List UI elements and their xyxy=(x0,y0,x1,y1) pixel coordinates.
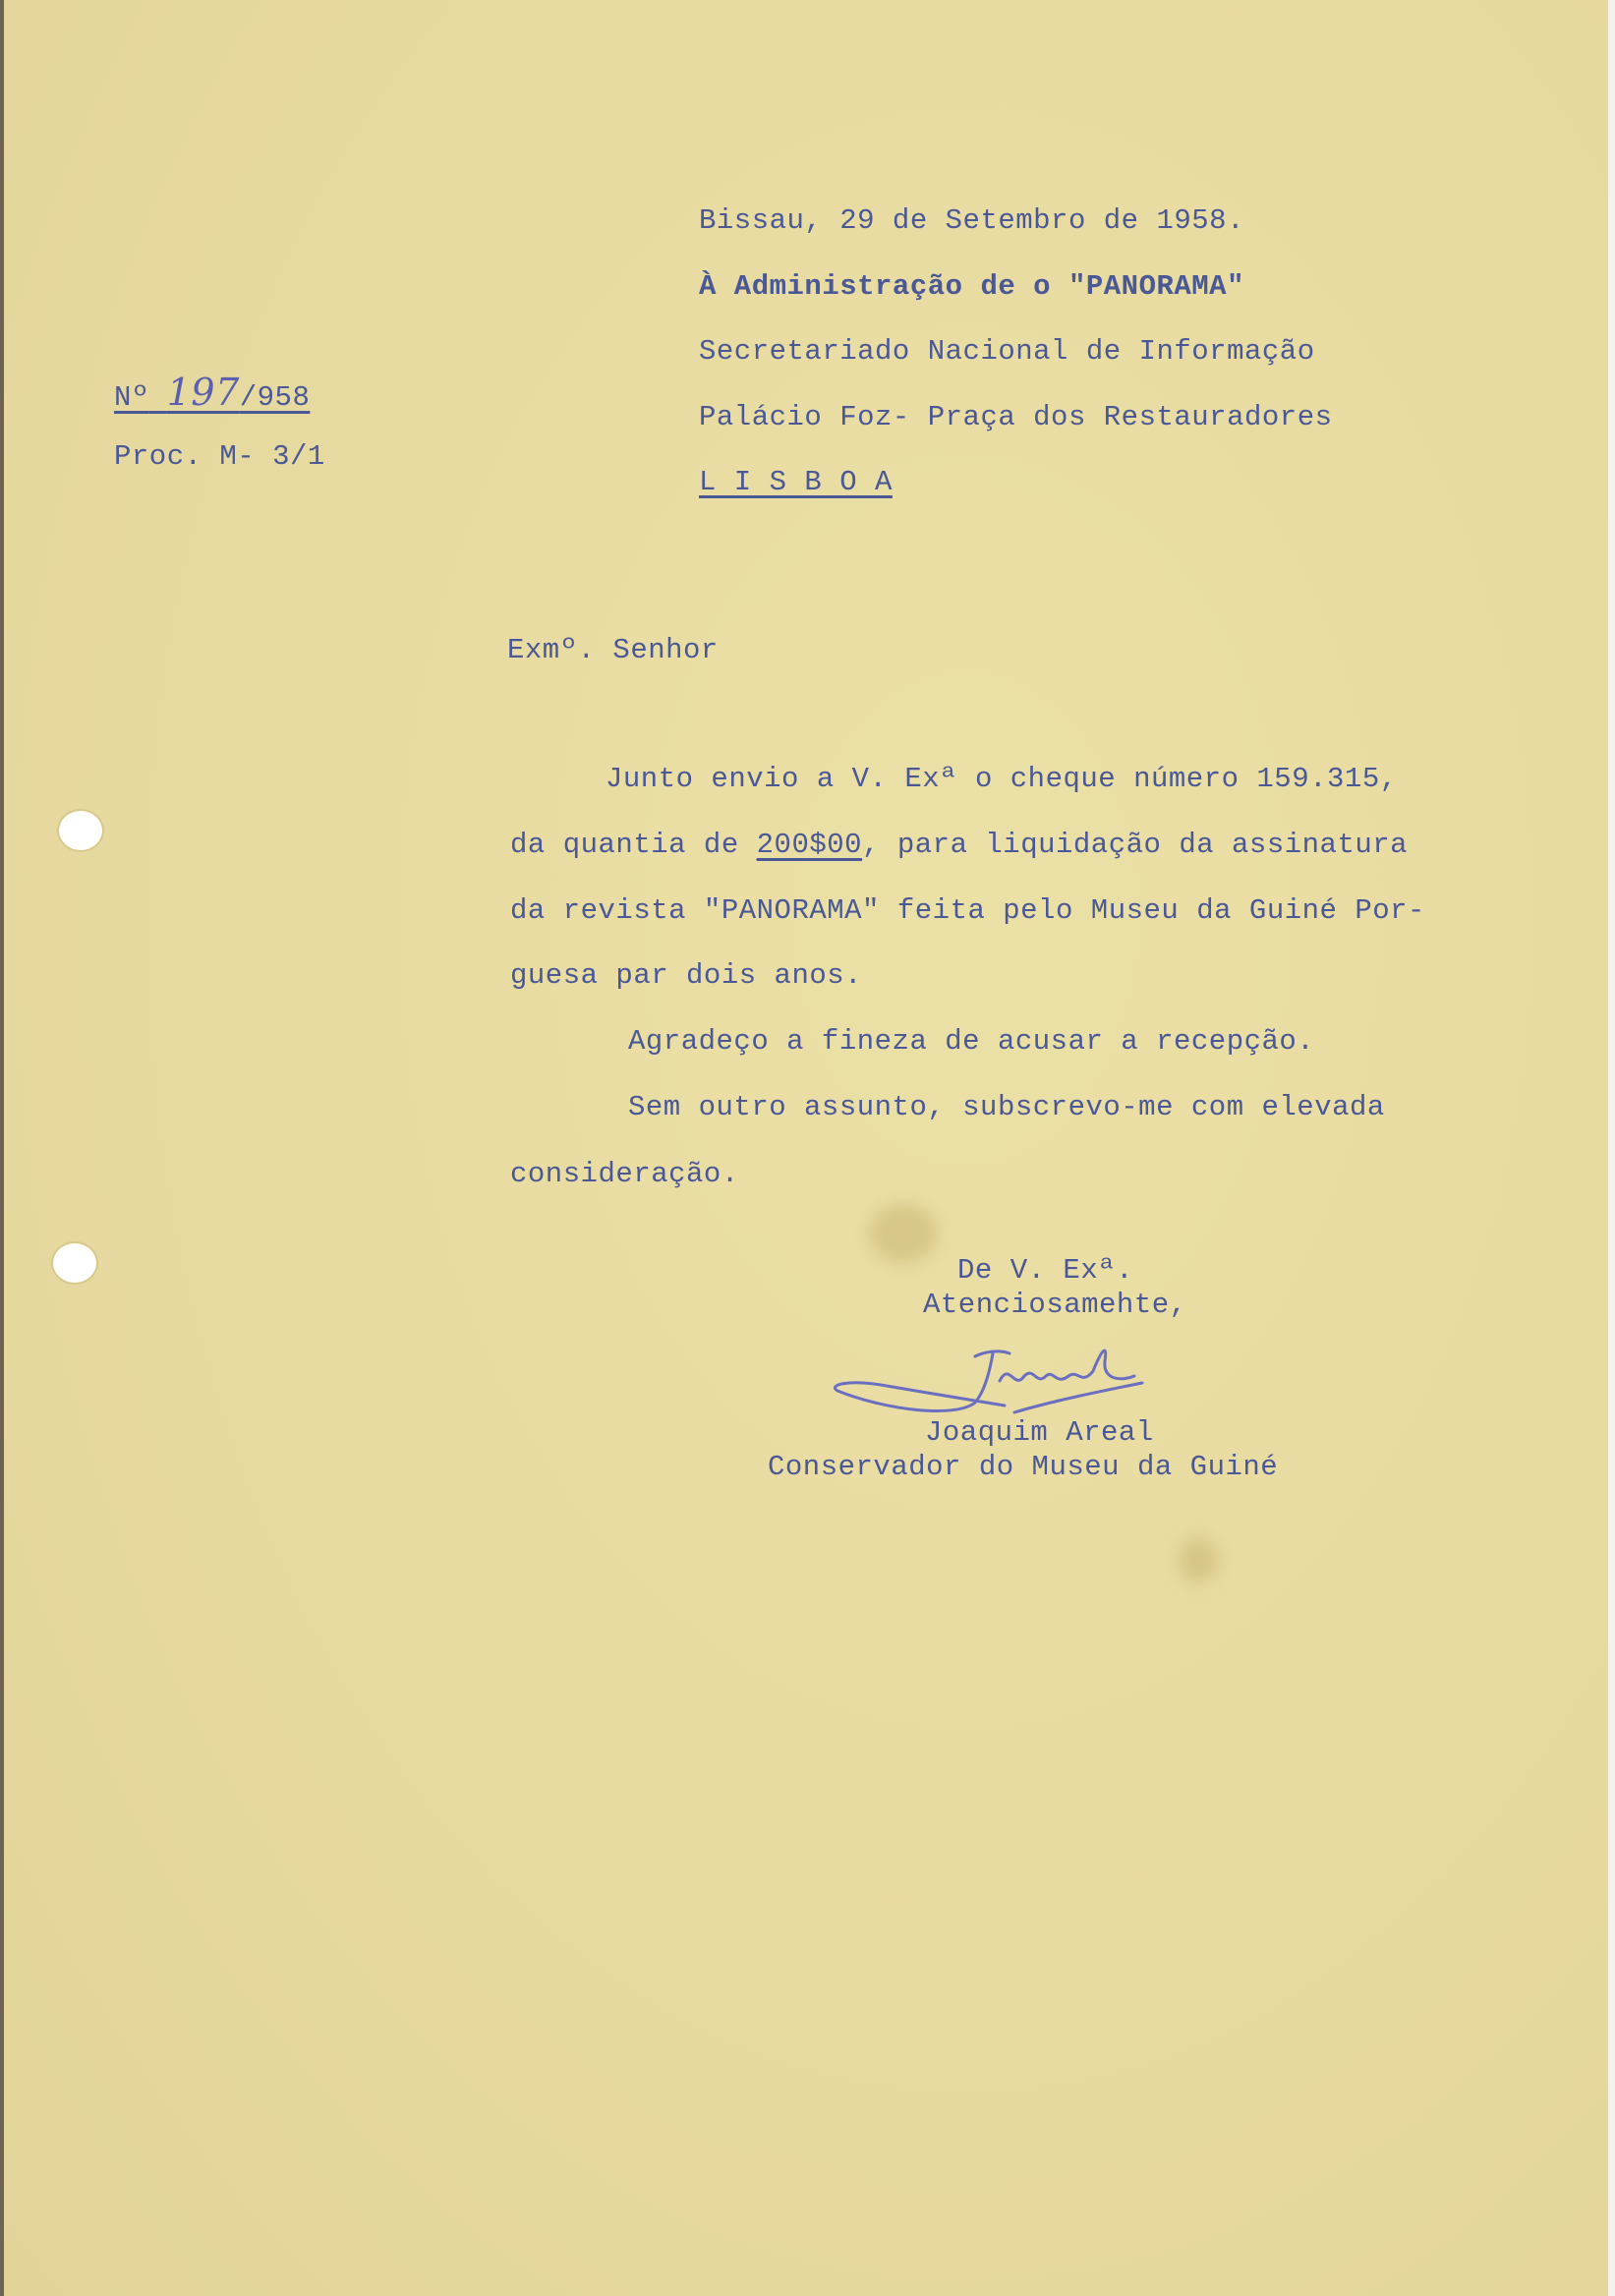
body-line-7: consideração. xyxy=(510,1158,739,1190)
number-prefix: Nº xyxy=(114,381,149,414)
number-suffix: /958 xyxy=(239,381,311,414)
body-line-1: Junto envio a V. Exª o cheque número 159.315, xyxy=(606,763,1398,795)
recipient-city: L I S B O A xyxy=(699,466,893,498)
punch-hole-top xyxy=(59,811,102,850)
body-line-6: Sem outro assunto, subscrevo-me com elevada xyxy=(628,1091,1385,1123)
body-line-4: guesa par dois anos. xyxy=(510,959,863,992)
closing-line-2: Atenciosamehte, xyxy=(923,1289,1187,1321)
date-line: Bissau, 29 de Setembro de 1958. xyxy=(699,204,1244,237)
signer-name: Joaquim Areal xyxy=(925,1416,1154,1449)
recipient-line-1: À Administração de o "PANORAMA" xyxy=(699,270,1244,303)
punch-hole-bottom xyxy=(53,1243,96,1283)
stain-mark xyxy=(1179,1538,1218,1582)
amount: 200$00 xyxy=(756,829,863,861)
body-line-5: Agradeço a fineza de acusar a recepção. xyxy=(628,1025,1315,1058)
reference-number xyxy=(114,373,310,412)
salutation: Exmº. Senhor xyxy=(507,634,719,666)
recipient-line-2: Secretariado Nacional de Informação xyxy=(699,335,1315,368)
closing-line-1: De V. Exª. xyxy=(957,1254,1134,1287)
recipient-line-3: Palácio Foz- Praça dos Restauradores xyxy=(699,401,1333,433)
process-reference: Proc. M- 3/1 xyxy=(114,440,325,473)
text: da quantia de xyxy=(510,829,757,861)
handwritten-number: 197 xyxy=(166,371,240,414)
body-line-2 xyxy=(510,831,1408,859)
body-line-3: da revista "PANORAMA" feita pelo Museu da Guiné Por- xyxy=(510,894,1425,927)
text: , para liquidação da assinatura xyxy=(862,829,1409,861)
stain-mark xyxy=(869,1204,938,1263)
signature xyxy=(828,1332,1182,1420)
signer-title: Conservador do Museu da Guiné xyxy=(768,1451,1279,1483)
